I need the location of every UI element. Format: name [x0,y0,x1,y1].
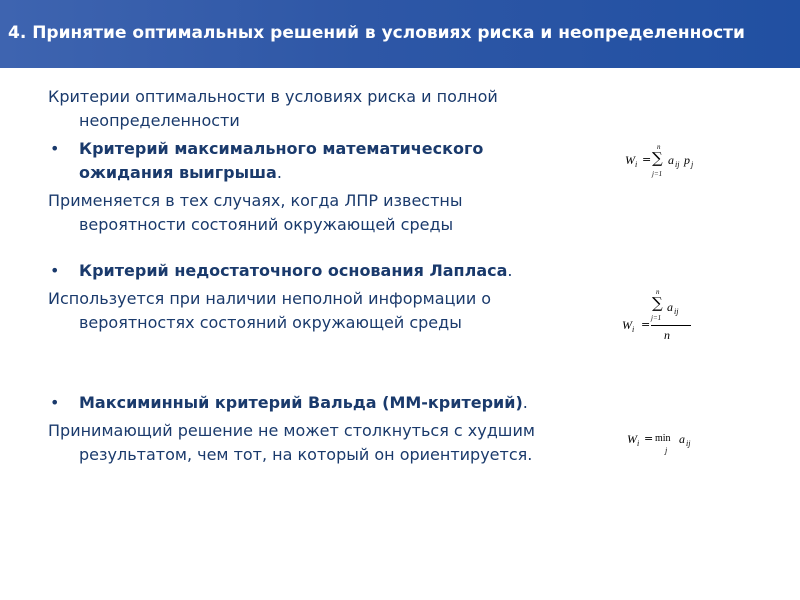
formula-2-sum: ∑ [652,294,663,312]
formula-1-sum: ∑ [652,149,663,167]
slide-content [48,85,548,467]
formula-1-term: a [668,153,674,167]
formula-2-lhs: W [622,318,632,332]
formula-2-eq: = [641,318,651,331]
intro-text: Критерии оптимальности в условиях риска и полной неопределенности [48,87,498,130]
formula-expected-value [625,143,715,183]
title-bar [0,0,800,68]
formula-3-term-sub: ij [686,439,691,448]
formula-1-lhs: W [625,153,635,167]
slide-title: 4. Принятие оптимальных решений в условиях риска и неопределенности [8,23,745,43]
formula-1-term-sub: ij [675,160,680,169]
formula-2-term-sub: ij [674,307,679,316]
bullet-icon: • [50,139,60,158]
formula-1-sum-top: n [657,143,661,151]
formula-1-sum-bottom: j=1 [652,170,663,178]
formula-2-sum-bottom: j=1 [651,314,662,322]
criterion-2: • Критерий недостаточного основания Лапласа. [48,259,548,283]
formula-2-denominator: n [664,328,670,342]
formula-2-sum-top: n [656,288,660,296]
formula-3-lhs: W [627,432,637,446]
criterion-3-description: Принимающий решение не может столкнуться с худшим результатом, чем тот, на который он ориентируется. [48,421,535,464]
bullet-icon: • [50,261,60,280]
criterion-3: • Максиминный критерий Вальда (ММ-критерий). [48,391,548,415]
criterion-1-description: Применяется в тех случаях, когда ЛПР известны вероятности состояний окружающей среды [48,191,463,234]
criterion-2-name: Критерий недостаточного основания Лапласа [79,261,508,280]
criterion-3-name: Максиминный критерий Вальда (ММ-критерий) [79,393,523,412]
formula-1-term2-sub: j [691,160,694,169]
formula-3-op: min [655,433,671,444]
formula-2-term: a [667,300,673,314]
formula-3-eq: = [644,432,654,445]
criterion-1: • Критерий максимального математического ожидания выигрыша. [50,139,484,182]
formula-1-lhs-sub: i [635,160,638,169]
formula-laplace [622,288,692,344]
formula-3-term: a [679,432,685,446]
formula-wald [627,432,697,458]
fraction-bar [651,325,691,326]
formula-1-term2: p [684,153,690,167]
formula-3-op-sub: j [665,446,668,455]
criterion-1-name: Критерий максимального математического ожидания выигрыша [79,139,484,182]
formula-3-lhs-sub: i [637,439,640,448]
formula-1-eq: = [642,153,652,166]
criterion-2-description: Используется при наличии неполной информации о вероятностях состояний окружающей среды [48,289,492,332]
bullet-icon: • [50,393,60,412]
formula-2-lhs-sub: i [632,325,635,334]
